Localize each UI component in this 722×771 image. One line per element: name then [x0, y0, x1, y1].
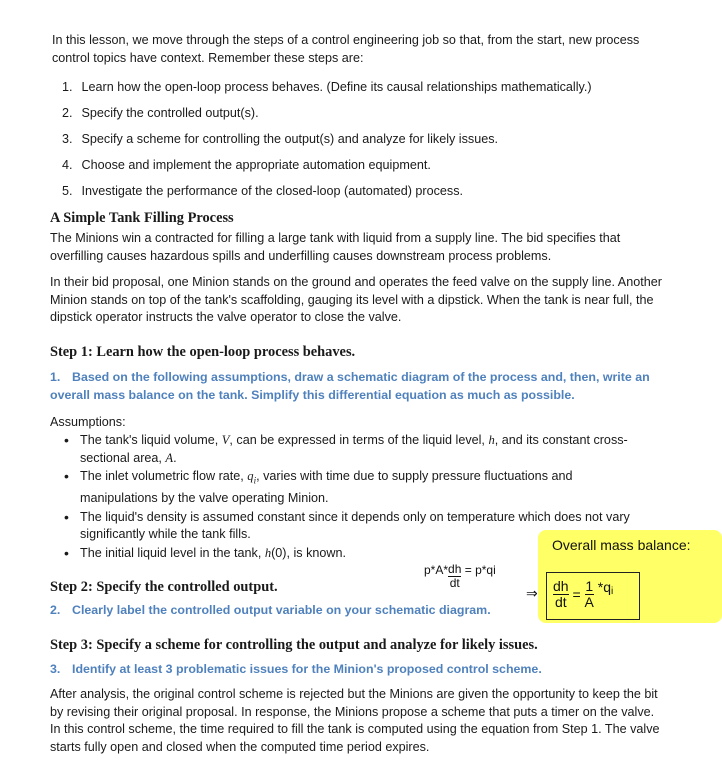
- step3-heading: Step 3: Specify a scheme for controlling the output and analyze for likely issues.: [50, 637, 538, 653]
- question-number: 3.: [50, 662, 61, 676]
- mass-balance-label: Overall mass balance:: [552, 537, 691, 553]
- steps-list: [62, 74, 662, 204]
- question-3: [50, 661, 662, 679]
- steps-list-item: 1. Learn how the open-loop process behaves. (Define its causal relationships mathematically.): [62, 80, 592, 94]
- assumptions-label: Assumptions:: [50, 415, 126, 429]
- intro-paragraph: In this lesson, we move through the steps of a control engineering job so that, from the start, new process control topics have context. Remember these steps are:: [52, 33, 640, 65]
- simplified-equation-box: $\frac{dh}{dt}$ = $\frac{1}{A}$ $*q_i$: [546, 572, 640, 620]
- assumption-item: • The tank's liquid volume, V, can be expressed in terms of the liquid level, h, and its constant cross-sectional area, A.: [52, 432, 652, 467]
- paragraph-proposal: In their bid proposal, one Minion stands on the ground and operates the feed valve on the supply line. Another Minion stands on top of the tank's scaffolding, gauging its level with a dipstick. When the tank is near full, the dipstick operator instructs the valve operator to close the valve.: [50, 275, 662, 324]
- paragraph-timer-scheme: After analysis, the original control scheme is rejected but the Minions are given the opportunity to keep the bit by revising their original proposal. In response, the Minions propose a scheme that puts a timer on the valve. In this control scheme, the time required to fill the tank is computed using the equation from Step 1. The valve starts fully open and closed when the computed time period expires.: [50, 687, 660, 754]
- step2-heading: Step 2: Specify the controlled output.: [50, 579, 278, 595]
- steps-list-item: 3. Specify a scheme for controlling the output(s) and analyze for likely issues.: [62, 132, 498, 146]
- question-1: [50, 369, 662, 404]
- section-title: A Simple Tank Filling Process: [50, 210, 234, 226]
- assumption-item: • The liquid's density is assumed constant since it depends only on temperature which does not vary significantly while the tank fills.: [52, 509, 652, 544]
- mass-balance-equation: p*A* $\frac{dh}{dt}$ = p*qi: [424, 562, 496, 590]
- steps-list-item: 2. Specify the controlled output(s).: [62, 106, 259, 120]
- question-text: Identify at least 3 problematic issues for the Minion's proposed control scheme.: [72, 662, 542, 676]
- steps-list-item: 4. Choose and implement the appropriate automation equipment.: [62, 158, 431, 172]
- question-text: Clearly label the controlled output variable on your schematic diagram.: [72, 603, 491, 617]
- question-number: 1.: [50, 370, 61, 384]
- steps-list-item: 5. Investigate the performance of the closed-loop (automated) process.: [62, 184, 464, 198]
- question-text: Based on the following assumptions, draw a schematic diagram of the process and, then, write an overall mass balance on the tank. Simplify this differential equation as much as possible.: [50, 370, 650, 402]
- implies-arrow: ⇒: [526, 585, 538, 601]
- paragraph-contract: The Minions win a contracted for filling a large tank with liquid from a supply line. The bid specifies that overfilling causes hazardous spills and underfilling causes downstream process problems.: [50, 231, 621, 263]
- step1-heading: Step 1: Learn how the open-loop process behaves.: [50, 344, 356, 360]
- question-2: [50, 602, 520, 620]
- assumption-item: • The initial liquid level in the tank, h(0), is known.: [52, 545, 652, 563]
- question-number: 2.: [50, 603, 61, 617]
- assumption-item: • The inlet volumetric flow rate, $q_i$, varies with time due to supply pressure fluctuations and manipulations by the valve operating Minion.: [52, 468, 652, 508]
